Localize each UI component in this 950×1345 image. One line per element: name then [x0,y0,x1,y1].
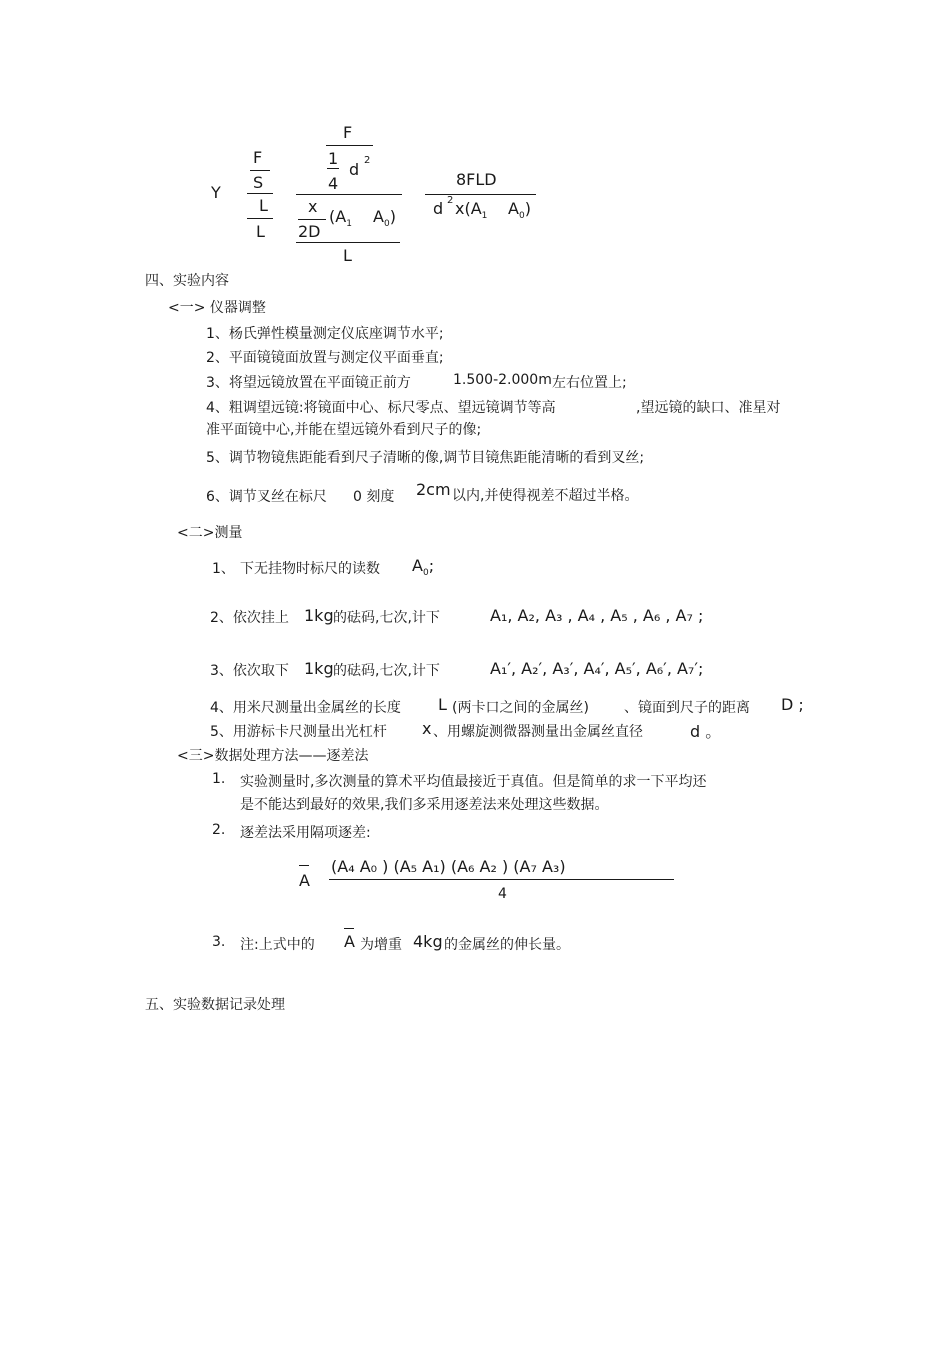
formula-paren-A1: ($A_1$ [329,207,352,229]
method-1-num: 1. [212,771,226,787]
measure-3-text2: 的砝码,七次,计下 [333,663,440,679]
fraction-line [296,194,402,195]
measure-2-text: 2、依次挂上 [210,610,289,626]
measure-4-text2: 、镜面到尺子的距离 [624,700,750,716]
measure-2-readings: A₁, A₂, A₃ , A₄ , A₅ , A₆ , A₇ ; [490,606,704,625]
bar-over-A [344,928,354,929]
formula-d2: d [433,199,444,218]
adjust-item-6-end: 以内,并使得视差不超过半格。 [452,488,639,504]
formula-L-bottom: L [343,246,352,265]
method-3-num: 3. [212,934,226,950]
formula-sup-2: 2 [364,155,371,166]
formula-denominator: 4 [498,886,507,902]
formula-sup-2b: 2 [447,195,454,206]
adjust-item-5: 5、调节物镜焦距能看到尺子清晰的像,调节目镜焦距能清晰的看到叉丝; [206,450,645,466]
method-3-text: 注:上式中的 [240,937,315,953]
method-1-text: 实验测量时,多次测量的算术平均值最接近于真值。但是简单的求一下平均还 [240,774,707,790]
adjust-item-4-cont: ,望远镜的缺口、准星对 [636,400,781,416]
formula-four: 4 [328,174,339,193]
adjust-item-4-line2: 准平面镜中心,并能在望远镜外看到尺子的像; [206,422,482,438]
adjust-item-3-range: 1.500-2.000m [453,372,552,388]
formula-d: d [349,160,360,179]
formula-2D: 2D [298,222,321,241]
bar-over-A [299,865,309,866]
formula-F-small: F [253,148,263,167]
formula-L-den: L [256,222,265,241]
adjust-item-6: 6、调节叉丝在标尺 [206,489,327,505]
adjust-item-4: 4、粗调望远镜:将镜面中心、标尺零点、望远镜调节等高 [206,400,556,416]
formula-x: x [308,197,318,216]
measure-5-x: x [422,719,432,738]
method-2-num: 2. [212,822,226,838]
formula-Y: Y [211,183,221,202]
adjust-item-3-end: 左右位置上; [552,375,627,391]
measure-3-1kg: 1kg [304,659,334,678]
formula-F-big: F [343,123,353,142]
formula-numerator: (A₄ A₀ ) (A₅ A₁) (A₆ A₂ ) (A₇ A₃) [331,857,566,876]
measure-1-A0: $A_0$; [412,556,435,578]
measure-2-text2: 的砝码,七次,计下 [333,610,440,626]
measure-5-text2: 、用螺旋测微器测量出金属丝直径 [433,724,643,740]
method-1-line2: 是不能达到最好的效果,我们多采用逐差法来处理这些数据。 [240,797,609,813]
measure-1-num: 1、 [212,561,235,577]
formula-A0: $A_0$) [373,207,396,229]
section-5-title: 五、实验数据记录处理 [145,997,285,1013]
adjust-item-2: 2、平面镜镜面放置与测定仪平面垂直; [206,350,444,366]
method-3-text3: 的金属丝的伸长量。 [444,937,570,953]
formula-8FLD: 8FLD [456,170,497,189]
fraction-line [296,242,400,243]
formula-A0b: $A_0$) [508,199,531,221]
subsection-1-title: <一> 仪器调整 [168,300,266,316]
measure-3-text: 3、依次取下 [210,663,289,679]
measure-3-readings: A₁′, A₂′, A₃′, A₄′, A₅′, A₆′, A₇′; [490,659,704,678]
method-2-text: 逐差法采用隔项逐差: [240,825,371,841]
formula-S: S [253,173,264,192]
formula-xA1: $x(A_1$ [455,199,488,221]
fraction-line [425,194,536,195]
fraction-line [247,193,273,194]
adjust-item-3: 3、将望远镜放置在平面镜正前方 [206,375,411,391]
measure-5-text: 5、用游标卡尺测量出光杠杆 [210,724,387,740]
formula-L: L [259,196,268,215]
section-4-title: 四、实验内容 [145,273,229,289]
method-3-text2: 为增重 [360,937,402,953]
fraction-line [247,218,273,219]
adjust-item-6-zero: 0 刻度 [353,489,395,505]
measure-4-paren: (两卡口之间的金属丝) [452,700,589,716]
measure-2-1kg: 1kg [304,606,334,625]
measure-1-text: 下无挂物时标尺的读数 [240,561,380,577]
method-3-4kg: 4kg [413,932,443,951]
method-3-A: A [344,932,355,951]
fraction-line [298,219,326,220]
measure-4-text: 4、用米尺测量出金属丝的长度 [210,700,401,716]
fraction-line [327,168,339,169]
formula-one: 1 [328,149,339,168]
measure-4-L: L [438,695,447,714]
adjust-item-1: 1、杨氏弹性模量测定仪底座调节水平; [206,326,444,342]
fraction-line [250,170,270,171]
subsection-3-title: <三>数据处理方法——逐差法 [177,748,369,764]
measure-4-D: D ; [781,695,804,714]
subsection-2-title: <二>测量 [177,525,243,541]
fraction-line [329,879,674,880]
measure-5-d: d 。 [690,722,722,741]
formula-A-bar: A [299,871,310,890]
fraction-line [326,145,373,146]
adjust-item-6-2cm: 2cm [416,480,451,499]
